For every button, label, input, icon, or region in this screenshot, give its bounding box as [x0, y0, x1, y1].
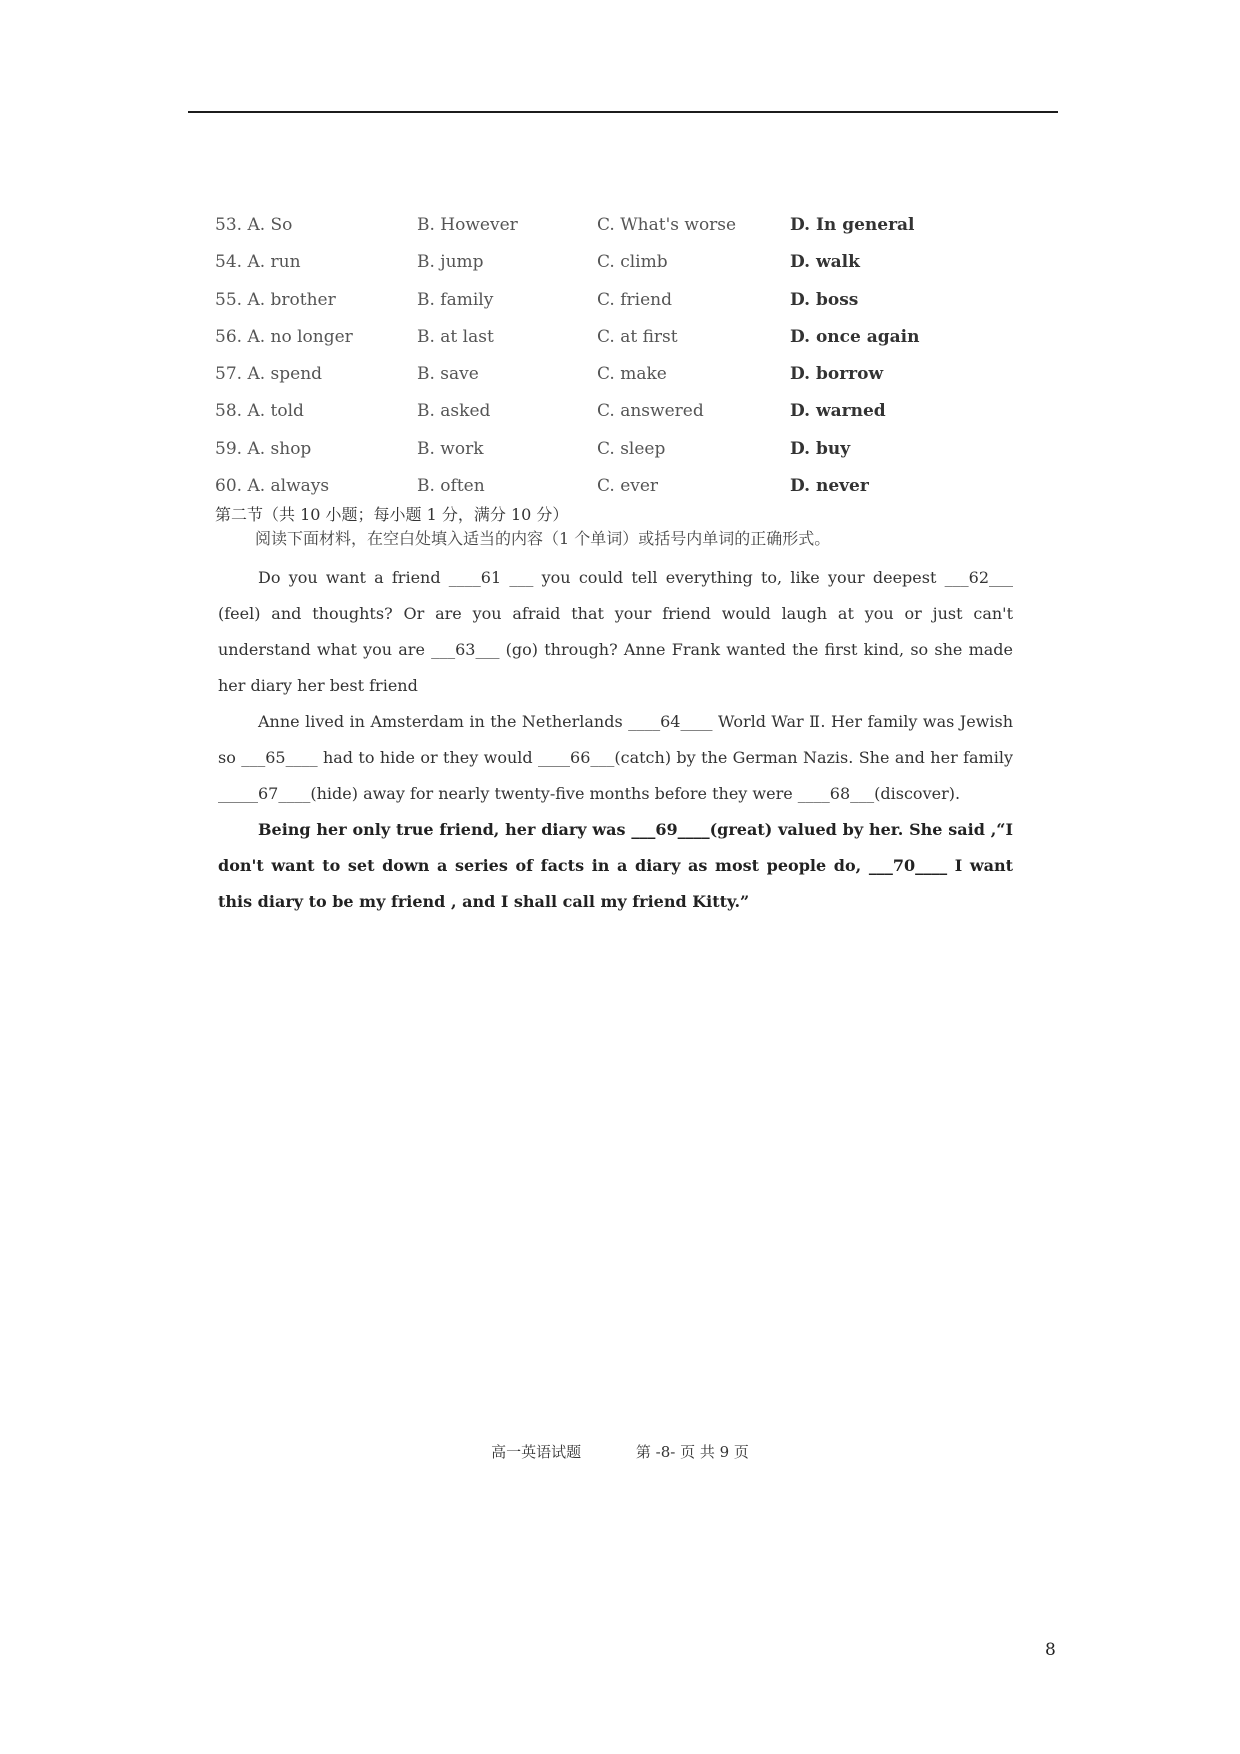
option-a: 59. A. shop — [215, 438, 312, 459]
section-instruction: 阅读下面材料，在空白处填入适当的内容（1 个单词）或括号内单词的正确形式。 — [255, 529, 831, 548]
option-d: D. never — [790, 476, 869, 497]
option-a: 55. A. brother — [215, 289, 336, 310]
option-b: B. at last — [417, 326, 494, 347]
option-row — [215, 398, 1035, 435]
option-d: D. In general — [790, 215, 915, 235]
option-b: B. jump — [417, 252, 484, 273]
reading-passage — [218, 560, 1013, 920]
option-c: C. make — [597, 364, 667, 385]
option-d: D. once again — [790, 326, 920, 347]
option-a: 53. A. So — [215, 215, 293, 235]
option-row — [215, 287, 1035, 324]
option-c: C. sleep — [597, 438, 666, 459]
option-a: 58. A. told — [215, 401, 304, 422]
option-b: B. family — [417, 289, 494, 310]
header-rule — [188, 111, 1058, 113]
option-b: B. often — [417, 476, 485, 497]
page-footer — [0, 1441, 1240, 1462]
footer-title: 高一英语试题 — [491, 1443, 582, 1461]
passage-paragraph: Anne lived in Amsterdam in the Netherlands ____64____ World War Ⅱ. Her family was Jewish so ___65____ had to hide or they would ____66___(catch) by the German Nazis. She and her family _____67____(hide) away for nearly twenty-five months before they were ____68___(discover). — [218, 712, 1013, 803]
option-d: D. borrow — [790, 364, 884, 385]
option-d: D. warned — [790, 401, 886, 422]
option-row — [215, 249, 1035, 286]
option-c: C. answered — [597, 401, 704, 422]
option-c: C. friend — [597, 289, 672, 310]
options-table — [215, 212, 1035, 510]
option-c: C. ever — [597, 476, 659, 497]
option-c: C. at first — [597, 326, 678, 347]
option-a: 56. A. no longer — [215, 326, 353, 347]
footer-page-info: 第 -8- 页 共 9 页 — [635, 1443, 749, 1461]
option-c: C. What's worse — [597, 215, 737, 235]
option-row — [215, 324, 1035, 361]
option-d: D. buy — [790, 438, 851, 459]
passage-paragraph: Being her only true friend, her diary was ___69____(great) valued by her. She said ,“I don't want to set down a series of facts in a diary as most people do, ___70____ I want this diary to be my friend , and I shall call my friend Kitty.” — [218, 820, 1013, 911]
section-heading: 第二节（共 10 小题；每小题 1 分，满分 10 分） — [215, 505, 569, 524]
option-a: 54. A. run — [215, 252, 301, 273]
passage-paragraph: Do you want a friend ____61 ___ you could tell everything to, like your deepest ___62___ (feel) and thoughts? Or are you afraid that your friend would laugh at you or just can't understand what you are ___63___ (go) through? Anne Frank wanted the first kind, so she made her diary her best friend — [218, 568, 1013, 695]
option-b: B. save — [417, 364, 479, 385]
option-row — [215, 436, 1035, 473]
page-number: 8 — [1045, 1640, 1056, 1660]
option-a: 60. A. always — [215, 476, 330, 497]
option-a: 57. A. spend — [215, 364, 323, 385]
option-b: B. work — [417, 438, 484, 459]
option-b: B. asked — [417, 401, 491, 422]
option-d: D. boss — [790, 289, 859, 310]
option-b: B. However — [417, 215, 518, 235]
option-d: D. walk — [790, 252, 860, 273]
option-c: C. climb — [597, 252, 668, 273]
option-row — [215, 361, 1035, 398]
option-row — [215, 212, 1035, 249]
